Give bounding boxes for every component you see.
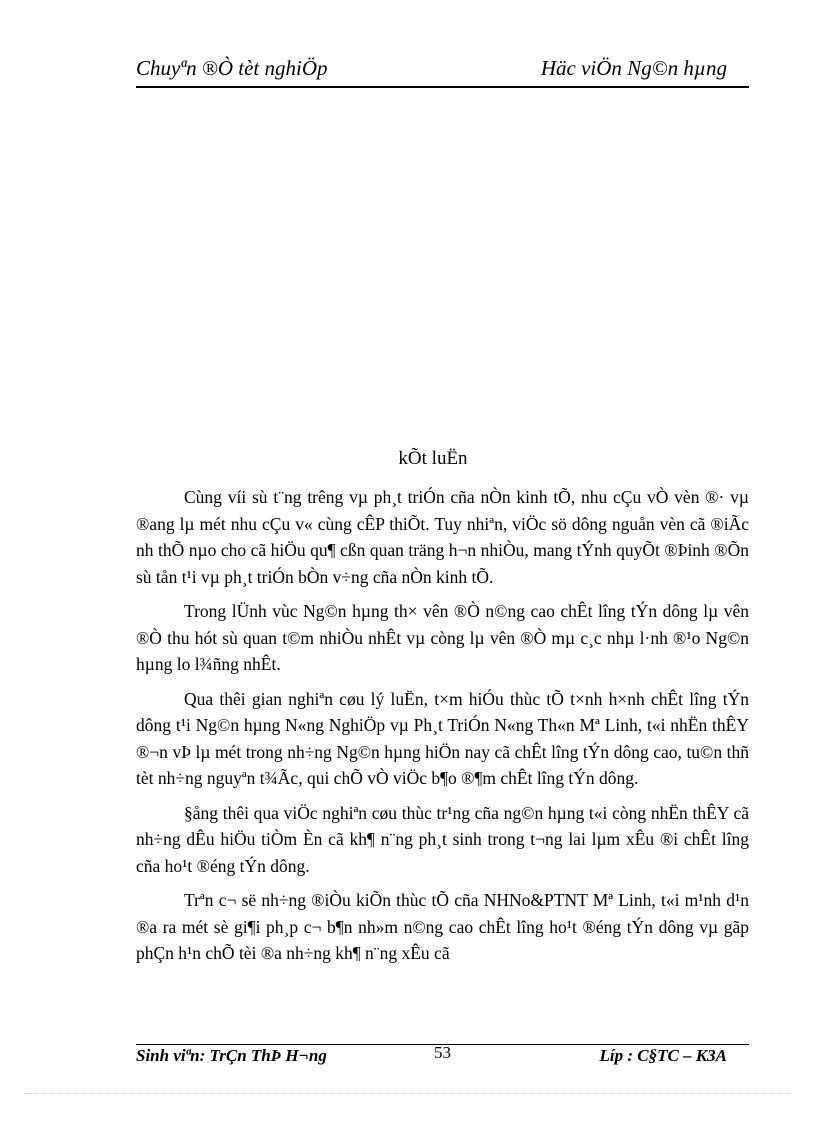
paragraph-4: §ång thêi qua viÖc nghiªn cøu thùc tr¹ng cña ng©n hµng t«i còng nhËn thÊY cã nh÷ng dÊu hiÖu tiÒm Èn cã kh¶ n¨ng ph¸t sinh trong t¬ng lai lµm xÊu ®i chÊt lîng cña ho¹t ®éng tÝn dông. [136, 802, 749, 876]
footer-class: Líp : C§TC – K3A [599, 1046, 727, 1065]
paragraph-5: Trªn c¬ së nh÷ng ®iÒu kiÕn thùc tÕ cña NHNo&PTNT Mª Linh, t«i m¹nh d¹n ®a ra mét sè gi¶i ph¸p c¬ b¶n nh»m n©ng cao chÊt lîng ho¹t ®éng tÝn dông vµ gãp phÇn h¹n chÕ tèi ®a nh÷ng kh¶ n¨ng xÊu cã [136, 890, 749, 963]
page-number: 53 [434, 1043, 451, 1062]
paragraph-3: Qua thêi gian nghiªn cøu lý luËn, t×m hiÓu thùc tÕ t×nh h×nh chÊt lîng tÝn dông t¹i Ng©n hµng N«ng NghiÖp vµ Ph¸t TriÓn N«ng Th«n Mª Linh, t«i nhËn thÊY ®¬n vÞ lµ mét trong nh÷ng Ng©n hµng hiÖn nay cã chÊt lîng tÝn dông cao, tu©n thñ tèt nh÷ng nguyªn t¾Ãc, qui chÕ vÒ viÖc b¶o ®¶m chÊt lîng tÝn dông. [136, 688, 749, 788]
document-body [136, 484, 749, 975]
section-title: kÕt luËn [398, 448, 468, 469]
header-institution: Häc viÖn Ng©n hµng [540, 56, 727, 80]
page-footer [136, 1043, 749, 1070]
header-divider [136, 86, 749, 88]
footer-student-name: Sinh viªn: TrÇn ThÞ H¬ng [136, 1046, 327, 1065]
page-header [136, 56, 749, 86]
page-edge-divider [24, 1093, 792, 1094]
paragraph-1: Cùng víi sù t¨ng trêng vµ ph¸t triÓn cña nÒn kinh tÕ, nhu cÇu vÒ vèn ®· vµ ®ang lµ mét nhu cÇu v« cùng cÊP thiÕt. Tuy nhiªn, viÖc sö dông nguån vèn cã ®iÃc nh thÕ nµo cho cã hiÖu qu¶ cßn quan träng h¬n nhiÒu, mang tÝnh quyÕt ®Þinh ®Õn sù tån t¹i vµ ph¸t triÓn bÒn v÷ng cña nÒn kinh tÕ. [136, 487, 749, 587]
paragraph-2: Trong lÜnh vùc Ng©n hµng th× vên ®Ò n©ng cao chÊt lîng tÝn dông lµ vên ®Ò thu hót sù quan t©m nhiÒu nhÊt vµ còng lµ vên ®Ò mµ c¸c nhµ l·nh ®¹o Ng©n hµng lo l¾ñng nhÊt. [136, 601, 749, 674]
header-thesis-label: Chuyªn ®Ò tèt nghiÖp [136, 56, 328, 80]
